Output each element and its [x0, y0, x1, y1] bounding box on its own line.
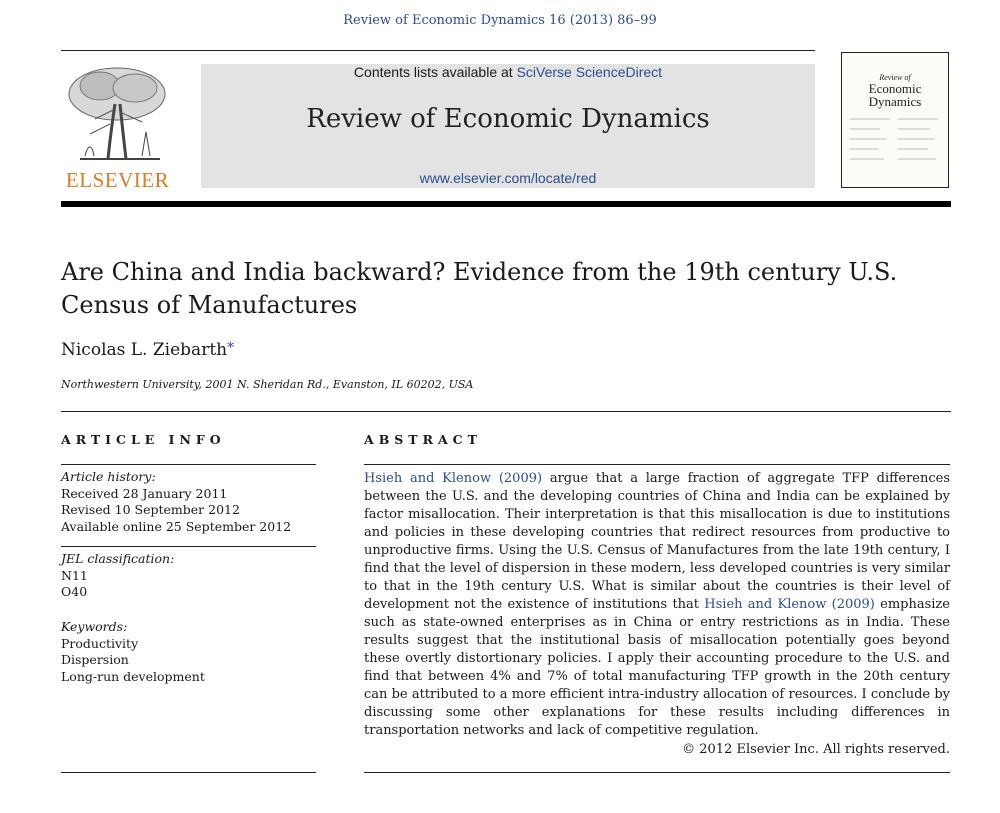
publisher-wordmark: ELSEVIER: [65, 168, 170, 192]
history-revised: Revised 10 September 2012: [61, 502, 240, 517]
abstract-heading: ABSTRACT: [364, 432, 482, 447]
title-bottom-rule: [61, 411, 951, 412]
journal-name: Review of Economic Dynamics: [306, 104, 710, 134]
keyword: Long-run development: [61, 668, 205, 684]
author-affiliation: Northwestern University, 2001 N. Sheridan Rd., Evanston, IL 60202, USA: [61, 378, 474, 391]
history-online: Available online 25 September 2012: [61, 518, 292, 534]
journal-url-link[interactable]: www.elsevier.com/locate/red: [419, 170, 597, 186]
author-name: Nicolas L. Ziebarth: [61, 340, 228, 360]
article-title: Are China and India backward? Evidence from the 19th century U.S. Census of Manufactures: [61, 258, 898, 319]
cover-word1: Economic: [868, 81, 922, 96]
cover-contents-lines: [850, 115, 940, 175]
keywords: [61, 619, 205, 685]
running-head[interactable]: Review of Economic Dynamics 16 (2013) 86–99: [343, 13, 657, 28]
header-thick-rule: [61, 201, 951, 207]
history-received: Received 28 January 2011: [61, 485, 228, 501]
cover-word2: Dynamics: [868, 94, 922, 109]
journal-banner: [201, 64, 815, 188]
contents-prefix: Contents lists available at: [353, 64, 517, 80]
abstract-text: [364, 470, 950, 740]
article-history: [61, 469, 291, 535]
author-line: [61, 340, 234, 360]
abstract-bottom-rule: [364, 772, 950, 773]
header-top-rule: [61, 50, 815, 51]
article-info-heading: ARTICLE INFO: [61, 432, 226, 447]
keyword: Dispersion: [61, 652, 129, 667]
abstract-part: argue that a large fraction of aggregate TFP differences between the U.S. and the developing countries of China and India can be explained by factor misallocation. Their interpretation is that this misallocation is due to institutions and policies in these developing countries that redirect resources from productive to unproductive firms. Using the U.S. Census of Manufactures from the late 19th century, I find that the level of dispersion in these modern, less developed countries is very similar to that in the 19th century U.S. What is similar about the countries is their level of development not the existence of institutions that: [364, 471, 950, 612]
jel-code: O40: [61, 584, 88, 599]
keywords-label: Keywords:: [61, 619, 128, 634]
jel-code: N11: [61, 567, 88, 583]
copyright-notice: © 2012 Elsevier Inc. All rights reserved.: [682, 742, 950, 757]
contents-line: [201, 64, 815, 80]
cover-review-of: Review of: [879, 73, 911, 82]
citation-link[interactable]: Hsieh and Klenow (2009): [364, 471, 543, 486]
journal-cover-thumbnail[interactable]: [841, 52, 949, 188]
article-info-rule: [61, 464, 316, 465]
citation-link[interactable]: Hsieh and Klenow (2009): [704, 597, 875, 612]
keyword: Productivity: [61, 635, 139, 651]
abstract-rule: [364, 464, 950, 465]
jel-classification: [61, 551, 174, 601]
article-info-bottom-rule: [61, 772, 316, 773]
sciencedirect-link[interactable]: SciVerse ScienceDirect: [516, 64, 663, 80]
history-label: Article history:: [61, 469, 156, 484]
corresponding-author-mark[interactable]: *: [227, 340, 235, 356]
jel-label: JEL classification:: [61, 551, 175, 566]
abstract-part: emphasize such as state-owned enterprises as in China or entry restrictions as in India. These results suggest that the institutional basis of misallocation potentially goes beyond these overtly distortionary policies. I apply their accounting procedure to the U.S. and find that between 4% and 7% of total manufacturing TFP growth in the 20th century can be attributed to a more efficient intra-industry allocation of resources. I conclude by discussing some other explanations for these results including differences in transportation networks and lack of competitive regulation.: [364, 597, 950, 738]
history-rule: [61, 546, 316, 547]
